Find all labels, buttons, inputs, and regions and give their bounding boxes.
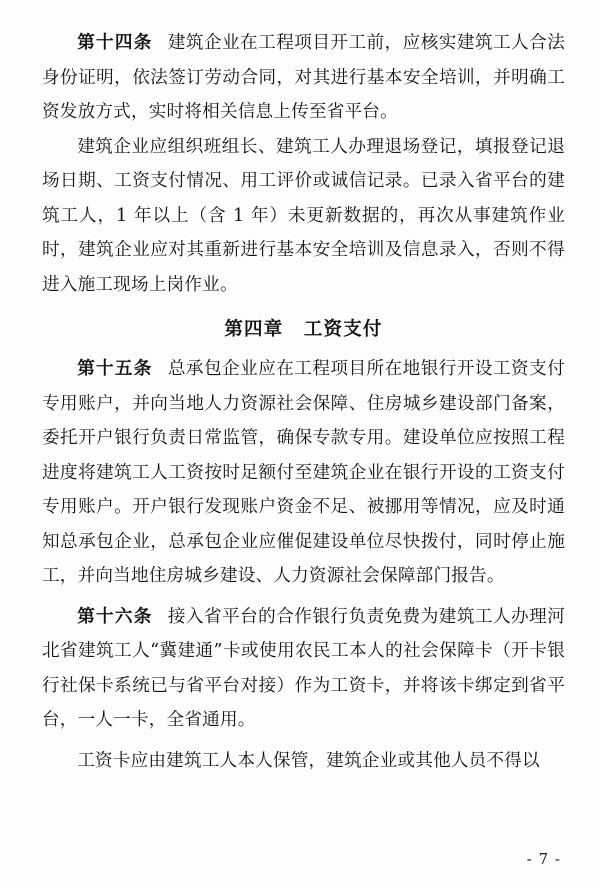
spacer [42, 302, 565, 308]
article-text-15: 总承包企业应在工程项目所在地银行开设工资支付专用账户，并向当地人力资源社会保障、住房城乡建设部门备案，委托开户银行负责日常监管，确保专款专用。建设单位应按照工程进度将建筑工人工资按时足额付至建筑企业在银行开设的工资支付专用账户。开户银行发现账户资金不足、被挪用等情况，应及时通知总承包企业，总承包企业应催促建设单位尽快拨付，同时停止施工，并向当地住房城乡建设、人力资源社会保障部门报告。 [42, 359, 565, 586]
paragraph-text: 建筑企业应组织班组长、建筑工人办理退场登记，填报登记退场日期、工资支付情况、用工评价或诚信记录。已录入省平台的建筑工人，1 年以上（含 1 年）未更新数据的，再次从事建筑作业时，建筑企业应对其重新进行基本安全培训及信息录入，否则不得进入施工现场上岗作业。 [42, 136, 565, 295]
article-label-16: 第十六条 [77, 605, 153, 627]
article-label-15: 第十五条 [77, 358, 153, 379]
paragraph-wage-card-custody [42, 744, 565, 779]
article-label-14: 第十四条 [77, 32, 153, 53]
article-text-16: 接入省平台的合作银行负责免费为建筑工人办理河北省建筑工人“冀建通”卡或使用农民工本人的社会保障卡（开卡银行社保卡系统已与省平台对接）作为工资卡，并将该卡绑定到省平台，一人一卡，全省通用。 [42, 606, 565, 730]
paragraph-article-15 [42, 352, 565, 594]
page-number: - 7 - [526, 850, 561, 868]
article-text-14: 建筑企业在工程项目开工前，应核实建筑工人合法身份证明，依法签订劳动合同，对其进行基本安全培训，并明确工资发放方式，实时将相关信息上传至省平台。 [42, 33, 565, 122]
paragraph-text: 工资卡应由建筑工人本人保管，建筑企业或其他人员不得以 [77, 750, 540, 771]
chapter-title: 工资支付 [303, 319, 383, 340]
chapter-heading [42, 310, 565, 350]
document-body [42, 26, 565, 778]
paragraph-article-16 [42, 600, 565, 738]
paragraph-article-14 [42, 26, 565, 130]
chapter-number: 第四章 [224, 319, 284, 340]
paragraph-worker-exit-registration [42, 130, 565, 303]
